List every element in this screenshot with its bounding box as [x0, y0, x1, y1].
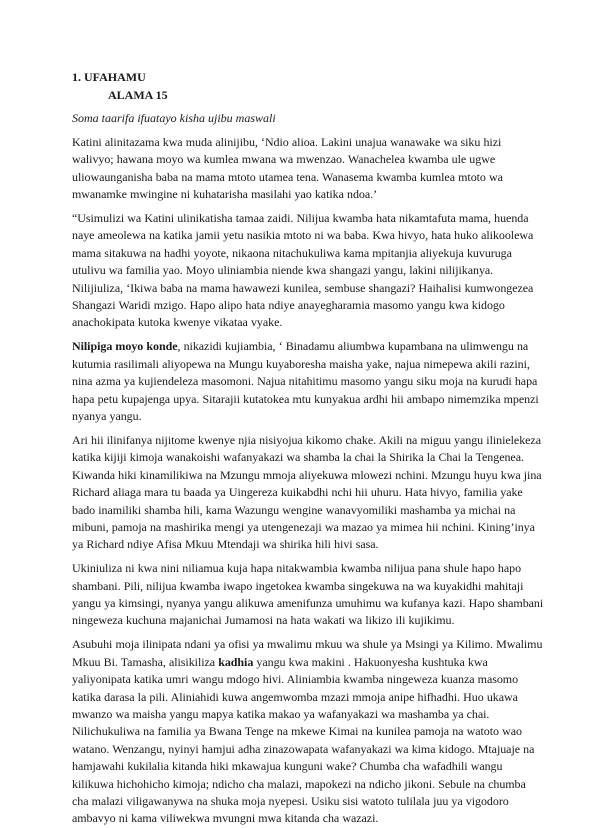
marks-label: ALAMA 15	[108, 88, 168, 102]
bold-phrase: Nilipiga moyo konde	[72, 339, 178, 354]
document-page	[72, 68, 544, 828]
paragraph-3-text: , nikazidi kujiambia, ‘ Binadamu aliumbwa kupambana na ulimwengu na kutumia rasilimali aliyopewa na Mungu kuyaboresha maisha yake, najua nimepewa akili razini, nina azma ya kujiendeleza masomoni. Najua nitahitimu masomo yangu siku moja na kurudi hapa hapa petu kupajenga upya. Sitarajii kutatokea mtu kunyakua ardhi hii ambapo nimemzika mpenzi nyanya yangu.	[72, 339, 539, 423]
section-title: 1. UFAHAMU	[72, 70, 146, 84]
bold-word: kadhia	[218, 654, 254, 669]
paragraph-6-text: yangu kwa makini . Hakuonyesha kushtuka kwa yaliyonipata katika umri wangu mdogo hivi. Aliniambia kwamba ningeweza kuanza masomo katika darasa la pili. Aliniahidi kuwa angemwomba mzazi mmoja anipe hifhadhi. Huo ukawa mwanzo wa maisha yangu mapya katika makao ya wafanyakazi wa mashamba ya chai. Nilichukuliwa na familia ya Bwana Tenge na mkewe Kimai na kunilea pamoja na watoto wao watano. Wenzangu, nyinyi hamjui adha zinazowapata wafanyakazi wa kima kidogo. Mtajuaje na hamjawahi kukilalia kitanda hiki mkawajua kunguni wake? Chumba cha wafadhili wangu kilikuwa hichohicho kimoja; ndicho cha malazi, mapokezi na ndicho jikoni. Sebule na chumba cha malazi viligawanywa na shuka moja nyepesi. Usiku sisi watoto tulilala juu ya vigodoro ambavyo ni kama viliwekwa mvungni mwa kitanda cha wazazi.	[72, 654, 535, 826]
paragraph-6-lead: Asubuhi moja ilinipata ndani ya ofisi ya mwalimu mkuu wa shule ya Msingi ya Kilimo. Mwalimu Mkuu Bi. Tamasha, alisikiliza	[72, 637, 543, 669]
paragraph-2: “Usimulizi wa Katini ulinikatisha tamaa zaidi. Nilijua kwamba hata nikamtafuta mama, huenda naye ameolewa na katika jamii yetu nasikia mtoto ni wa baba. Kwa hivyo, hata huko alikoolewa mama sitakuwa na hadhi yoyote, nikaona nitachukuliwa kama mpitanjia aliyekuja kuvuruga utulivu wa familia yao. Moyo uliniambia niende kwa shangazi yangu, lakini nilijikanya. Nilijiuliza, ‘Ikiwa baba na mama hawawezi kunilea, sembuse shangazi? Haihalisi kumwongezea Shangazi Waridi mzigo. Hapo alipo hata ndiye anayegharamia masomo yangu kwa kidogo anachokipata kutoka kwenye vikataa vyake.	[72, 211, 534, 330]
paragraph-6	[72, 636, 544, 827]
paragraph-4: Ari hii ilinifanya nijitome kwenye njia nisiyojua kikomo chake. Akili na miguu yangu ilinielekeza katika kijiji kimoja wanakoishi wafanyakazi wa shamba la chai la Shirika la Chai la Tengenea. Kiwanda hiki kinamilikiwa na Mzungu mmoja aliyekuwa mlowezi nchini. Mzungu huyu kwa jina Richard aliaga mara tu baada ya Uingereza kuikabdhi nchi hii uhuru. Hata hivyo, familia yake bado inamiliki shamba hili, kama Wazungu wengine wanavyomiliki mashamba ya michai na mibuni, pamoja na mashirika mengi ya utengenezaji wa mazao ya mimea hii nchini. Kining’inya ya Richard ndiye Afisa Mkuu Mtendaji wa shirika hili hivi sasa.	[72, 432, 542, 552]
instruction-text: Soma taarifa ifuatayo kisha ujibu maswali	[72, 111, 276, 125]
paragraph-3	[72, 338, 544, 425]
paragraph-1: Katini alinitazama kwa muda alinijibu, ‘Ndio alioa. Lakini unajua wanawake wa siku hizi walivyo; hawana moyo wa kumlea mwana wa mwenzao. Wanachelea kwamba ule ugwe uliowaunganisha baba na mama mtoto utamea tena. Wanasema kwamba kumlea mtoto wa mwanamke mwingine ni kuhatarisha masilahi yao katika ndoa.’	[72, 134, 503, 202]
paragraph-5: Ukiniuliza ni kwa nini niliamua kuja hapa nitakwambia kwamba nilijua pana shule hapo hapo shambani. Pili, nilijua kwamba iwapo ingetokea kwamba singekuwa na wa kuyakidhi mahitaji yangu ya kimsingi, nyanya yangu alikuwa amenifunza umuhimu wa kufanya kazi. Hapo shambani ningeweza kuchuna majanichai Jumamosi na hata wakati wa likizo ili kujikimu.	[72, 561, 544, 628]
